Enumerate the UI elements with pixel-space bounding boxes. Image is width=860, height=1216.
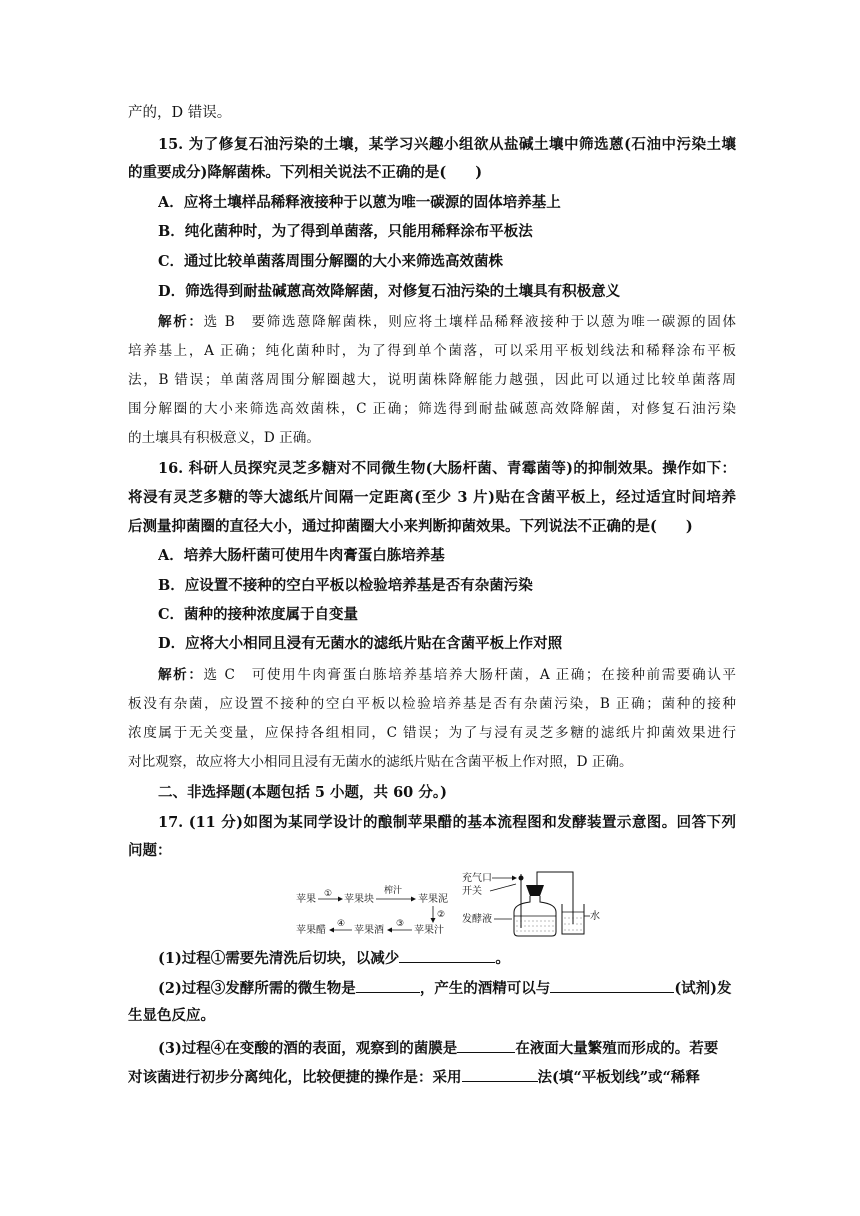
sub-question-3-cont: 对该菌进行初步分离纯化，比较便捷的操作是：采用 法(填“平板划线”或“稀释 (128, 1066, 736, 1088)
question-16-stem: 16. 科研人员探究灵芝多糖对不同微生物(大肠杆菌、青霉菌等)的抑制效果。操作如下： (158, 460, 736, 477)
question-16-stem-cont: 将浸有灵芝多糖的等大滤纸片间隔一定距离(至少 3 片)贴在含菌平板上，经过适宜时间培养 (128, 489, 736, 506)
option-15-a: A．应将土壤样品稀释液接种于以蒽为唯一碳源的固体培养基上 (158, 194, 561, 211)
question-17-stem-cont: 问题： (128, 842, 172, 859)
explanation-15-line: 的土壤具有积极意义，D 正确。 (128, 430, 320, 446)
arrowhead (387, 928, 392, 933)
option-15-c: C．通过比较单菌落周围分解圈的大小来筛选高效菌株 (158, 253, 504, 270)
flow-apple-juice: 苹果汁 (414, 925, 444, 936)
answer-blank[interactable] (399, 947, 495, 963)
option-16-b: B．应设置不接种的空白平板以检验培养基是否有杂菌污染 (158, 577, 533, 594)
juicing-label: 榨汁 (384, 886, 403, 896)
answer-blank[interactable] (462, 1066, 538, 1082)
question-15-stem: 15. 为了修复石油污染的土壤，某学习兴趣小组欲从盐碱土壤中筛选蒽(石油中污染土壤 (158, 136, 736, 153)
flow-apple-vinegar: 苹果醋 (296, 925, 326, 936)
explanation-16-line: 解析：选 C 可使用牛肉膏蛋白胨培养基培养大肠杆菌，A 正确；在接种前需要确认平 (158, 667, 736, 683)
switch-label: 开关 (462, 886, 482, 897)
sub-question-1: (1)过程①需要先清洗后切块，以减少 。 (158, 947, 736, 969)
sub-question-2: (2)过程③发酵所需的微生物是 ，产生的酒精可以与 (试剂)发 (158, 977, 736, 999)
step-4-label: ④ (337, 919, 346, 929)
answer-blank[interactable] (457, 1037, 515, 1053)
sub-question-2-cont: 生显色反应。 (128, 1007, 215, 1024)
explanation-15-line: 法，B 错误；单菌落周围分解圈越大，说明菌株降解能力越强，因此可以通过比较单菌落周 (128, 372, 736, 388)
option-16-d: D．应将大小相同且浸有无菌水的滤纸片贴在含菌平板上作对照 (158, 635, 563, 652)
option-15-b: B．纯化菌种时，为了得到单菌落，只能用稀释涂布平板法 (158, 223, 533, 240)
pointer-line (490, 884, 516, 891)
water-label: 水 (590, 911, 600, 922)
explanation-15-line: 培养基上，A 正确；纯化菌种时，为了得到单个菌落，可以采用平板划线法和稀释涂布平板 (128, 343, 736, 359)
explanation-16-line: 板没有杂菌，应设置不接种的空白平板以检验培养基是否有杂菌污染，B 正确；菌种的接种 (128, 696, 736, 712)
bottle-stopper (526, 885, 544, 896)
flow-apple-wine: 苹果酒 (354, 925, 384, 936)
arrowhead (411, 897, 416, 902)
step-1-label: ① (324, 889, 333, 899)
flow-apple: 苹果 (296, 894, 316, 905)
explanation-16-line: 对比观察，故应将大小相同且浸有无菌水的滤纸片贴在含菌平板上作对照，D 正确。 (128, 754, 633, 770)
explanation-label: 解析： (158, 314, 204, 330)
option-15-d: D．筛选得到耐盐碱蒽高效降解菌，对修复石油污染的土壤具有积极意义 (158, 283, 621, 300)
arrowhead (338, 897, 343, 902)
flow-apple-mash: 苹果泥 (418, 894, 448, 905)
arrowhead (512, 876, 517, 881)
gas-inlet-label: 充气口 (462, 873, 492, 884)
arrowhead (431, 918, 436, 923)
question-17-stem: 17. (11 分)如图为某同学设计的酿制苹果醋的基本流程图和发酵装置示意图。回答下列 (158, 814, 736, 831)
step-3-label: ③ (396, 919, 405, 929)
option-16-a: A．培养大肠杆菌可使用牛肉膏蛋白胨培养基 (158, 547, 445, 564)
question-15-stem-cont: 的重要成分)降解菌株。下列相关说法不正确的是( ) (128, 164, 483, 181)
explanation-15-line: 解析：选 B 要筛选蒽降解菌株，则应将土壤样品稀释液接种于以蒽为唯一碳源的固体 (158, 314, 736, 330)
sub-question-3: (3)过程④在变酸的酒的表面，观察到的菌膜是 在液面大量繁殖而形成的。若要 (158, 1037, 736, 1059)
section-heading: 二、非选择题(本题包括 5 小题，共 60 分。) (158, 784, 447, 801)
option-16-c: C．菌种的接种浓度属于自变量 (158, 606, 359, 623)
explanation-label: 解析： (158, 667, 204, 683)
question-16-stem-cont: 后测量抑菌圈的直径大小，通过抑菌圈大小来判断抑菌效果。下列说法不正确的是( ) (128, 518, 693, 535)
text-line: 产的，D 错误。 (128, 105, 232, 121)
answer-blank[interactable] (550, 977, 674, 993)
ferment-liquid-label: 发酵液 (462, 914, 492, 925)
step-2-label: ② (437, 910, 446, 920)
process-and-apparatus-figure (290, 866, 600, 938)
flow-apple-chunk: 苹果块 (344, 894, 374, 905)
explanation-15-line: 围分解圈的大小来筛选高效菌株，C 正确；筛选得到耐盐碱蒽高效降解菌，对修复石油污染 (128, 401, 736, 417)
answer-blank[interactable] (356, 977, 420, 993)
explanation-16-line: 浓度属于无关变量，应保持各组相同，C 错误；为了与浸有灵芝多糖的滤纸片抑菌效果进行 (128, 725, 736, 741)
arrowhead (329, 928, 334, 933)
